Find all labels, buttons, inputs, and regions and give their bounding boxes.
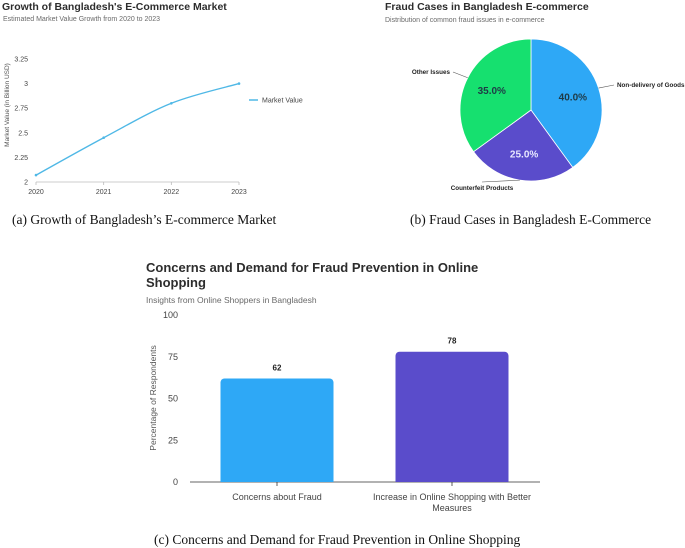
y-tick-label: 100 — [162, 310, 178, 320]
pie-slice-label: Counterfeit Products — [450, 185, 514, 192]
y-tick-label: 2.75 — [14, 105, 28, 113]
x-tick-label: Measures — [432, 503, 472, 513]
y-tick-label: 3.25 — [14, 56, 28, 64]
line-chart-subtitle: Estimated Market Value Growth from 2020 to 2023 — [3, 16, 161, 23]
market-value-line — [36, 84, 239, 176]
pie-percent-label: 35.0% — [477, 86, 506, 98]
bar-chart-title-line-1: Concerns and Demand for Fraud Prevention in Online — [146, 260, 479, 275]
y-tick-label: 0 — [172, 477, 178, 487]
bar-base — [221, 477, 334, 482]
pie-percent-label: 25.0% — [509, 149, 539, 161]
pie-percent-label: 40.0% — [558, 92, 588, 104]
y-tick-label: 50 — [167, 393, 178, 404]
pie-leader-line — [453, 72, 468, 78]
bar — [396, 352, 509, 482]
data-point — [170, 102, 173, 105]
line-chart-title: Growth of Bangladesh's E-Commerce Market — [2, 1, 227, 13]
pie-slice-label: Non-delivery of Goods — [617, 82, 685, 89]
bar-chart-subtitle: Insights from Online Shoppers in Bangladesh — [146, 295, 317, 305]
y-tick-label: 2 — [24, 179, 28, 187]
x-tick-label: 2021 — [95, 189, 112, 196]
pie-leader-line — [599, 85, 614, 88]
bar-chart — [0, 250, 685, 540]
x-tick-label: Concerns about Fraud — [232, 492, 322, 502]
y-tick-label: 2.25 — [14, 154, 28, 162]
y-tick-label: 25 — [167, 435, 178, 446]
x-tick-label: 2020 — [28, 189, 44, 196]
x-tick-label: 2022 — [163, 189, 180, 196]
legend-label: Market Value — [262, 97, 303, 105]
pie-chart — [355, 0, 685, 210]
line-chart — [0, 0, 330, 210]
bar-chart-y-axis-label: Percentage of Respondents — [148, 345, 158, 451]
bar-value-label: 62 — [272, 363, 282, 373]
data-point — [238, 82, 241, 85]
caption-c: (c) Concerns and Demand for Fraud Prevention in Online Shopping — [154, 532, 521, 547]
bar-chart-title-line-2: Shopping — [146, 275, 206, 290]
x-tick-label: Increase in Online Shopping with Better — [372, 492, 532, 502]
bar — [221, 378, 334, 482]
x-tick-label: 2023 — [231, 189, 247, 196]
y-tick-label: 75 — [167, 351, 178, 362]
y-tick-label: 2.5 — [18, 130, 28, 138]
pie-chart-subtitle: Distribution of common fraud issues in e-commerce — [385, 17, 545, 24]
caption-a: (a) Growth of Bangladesh’s E-commerce Market — [12, 212, 277, 227]
pie-slice-label: Other Issues — [411, 69, 450, 76]
bar-value-label: 78 — [447, 336, 457, 346]
y-tick-label: 3 — [24, 81, 28, 89]
data-point — [35, 174, 38, 177]
pie-chart-title: Fraud Cases in Bangladesh E-commerce — [385, 1, 589, 13]
pie-leader-line — [482, 180, 520, 182]
caption-b: (b) Fraud Cases in Bangladesh E-Commerce — [410, 212, 652, 227]
data-point — [102, 136, 105, 139]
line-chart-y-axis-label: Market Value (in Billion USD) — [4, 63, 11, 147]
bar-base — [396, 477, 509, 482]
